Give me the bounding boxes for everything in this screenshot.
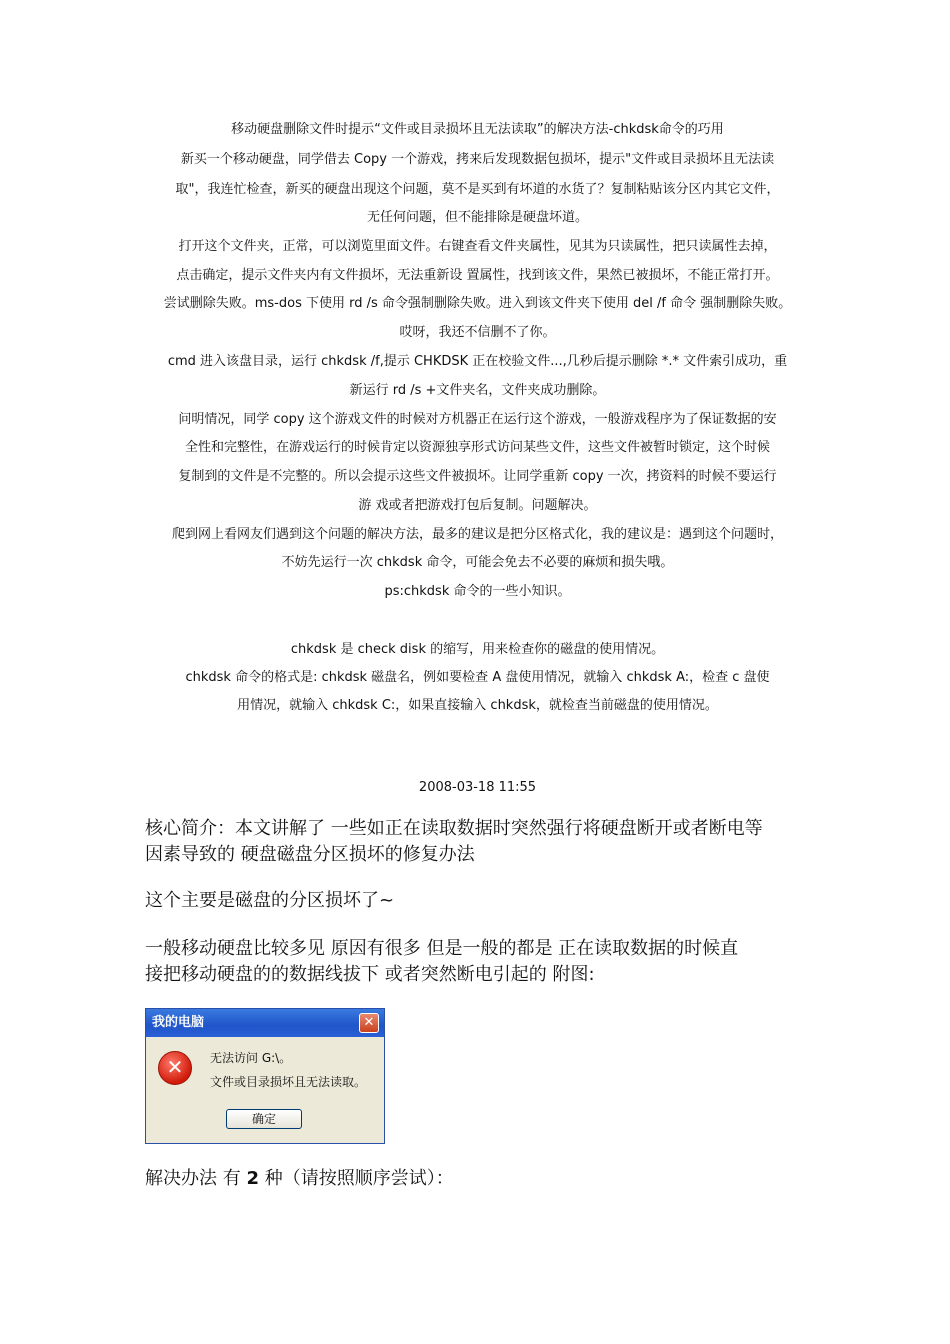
- para4-line4: 游 戏或者把游戏打包后复制。问题解决。: [358, 498, 597, 513]
- line-b1: 一般移动硬盘比较多见 原因有很多 但是一般的都是 正在读取数据的时候直: [145, 938, 739, 959]
- para5-line1: 爬到网上看网友们遇到这个问题的解决方法，最多的建议是把分区格式化，我的建议是：遇到这个问题时，: [171, 527, 783, 542]
- solution-line: [145, 1166, 454, 1192]
- ok-button[interactable]: 确定: [226, 1109, 302, 1129]
- error-icon: ✕: [158, 1051, 192, 1085]
- intro-line1: 核心简介：本文讲解了 一些如正在读取数据时突然强行将硬盘断开或者断电等: [145, 818, 763, 839]
- solution-suffix: 种（请按照顺序尝试）：: [258, 1168, 454, 1189]
- doc-title: 移动硬盘删除文件时提示“文件或目录损坏且无法读取”的解决方法-chkdsk命令的巧用: [231, 122, 724, 137]
- dialog-titlebar: [146, 1009, 384, 1037]
- para4-line3: 复制到的文件是不完整的。所以会提示这些文件被损坏。让同学重新 copy 一次，拷资料的时候不要运行: [178, 469, 777, 484]
- intro-line2: 因素导致的 硬盘磁盘分区损坏的修复办法: [145, 844, 475, 865]
- close-icon[interactable]: ✕: [359, 1013, 379, 1033]
- para2-line2: 点击确定，提示文件夹内有文件损坏，无法重新设 置属性，找到该文件，果然已被损坏，不能正常打开。: [176, 268, 779, 283]
- para4-line1: 问明情况，同学 copy 这个游戏文件的时候对方机器正在运行这个游戏，一般游戏程序为了保证数据的安: [178, 412, 777, 427]
- para7-line1: chkdsk 命令的格式是: chkdsk 磁盘名，例如要检查 A 盘使用情况，就输入 chkdsk A:，检查 c 盘使: [185, 670, 770, 685]
- para5-line2: 不妨先运行一次 chkdsk 命令，可能会免去不必要的麻烦和损失哦。: [281, 555, 674, 570]
- para7-line2: 用情况，就输入 chkdsk C:，如果直接输入 chkdsk，就检查当前磁盘的使用情况。: [237, 698, 718, 713]
- para6: chkdsk 是 check disk 的缩写，用来检查你的磁盘的使用情况。: [290, 642, 665, 657]
- dialog-message-1: 无法访问 G:\。: [210, 1051, 292, 1065]
- para3-line2: 新运行 rd /s +文件夹名，文件夹成功删除。: [349, 383, 606, 398]
- para1-line1: 新买一个移动硬盘，同学借去 Copy 一个游戏，拷来后发现数据包损坏，提示"文件或目录损坏且无法读: [180, 152, 775, 167]
- para1-line3: 无任何问题，但不能排除是硬盘坏道。: [366, 210, 588, 225]
- solution-count: 2: [246, 1168, 259, 1189]
- dialog-title: 我的电脑: [152, 1015, 205, 1030]
- line-a: 这个主要是磁盘的分区损坏了~: [145, 890, 395, 911]
- para1-line2: 取"，我连忙检查，新买的硬盘出现这个问题，莫不是买到有坏道的水货了？复制粘贴该分区内其它文件，: [175, 182, 780, 197]
- para2-line3: 尝试删除失败。ms-dos 下使用 rd /s 命令强制删除失败。进入到该文件夹下使用 del /f 命令 强制删除失败。: [163, 296, 792, 311]
- dialog-message-2: 文件或目录损坏且无法读取。: [210, 1075, 367, 1089]
- para4-line2: 全性和完整性，在游戏运行的时候肯定以资源独享形式访问某些文件，这些文件被暂时锁定，这个时候: [184, 440, 770, 455]
- solution-prefix: 解决办法 有: [145, 1168, 247, 1189]
- line-b2: 接把移动硬盘的的数据线拔下 或者突然断电引起的 附图:: [145, 964, 595, 985]
- error-dialog-figure: [145, 1008, 385, 1144]
- para5-line3: ps:chkdsk 命令的一些小知识。: [384, 584, 571, 599]
- para3-line1: cmd 进入该盘目录，运行 chkdsk /f,提示 CHKDSK 正在校验文件...,几秒后提示删除 *.* 文件索引成功，重: [167, 354, 788, 369]
- post-date: 2008-03-18 11:55: [418, 780, 537, 795]
- para2-line4: 哎呀，我还不信删不了你。: [399, 325, 556, 340]
- para2-line1: 打开这个文件夹，正常，可以浏览里面文件。右键查看文件夹属性，见其为只读属性，把只读属性去掉，: [178, 239, 777, 254]
